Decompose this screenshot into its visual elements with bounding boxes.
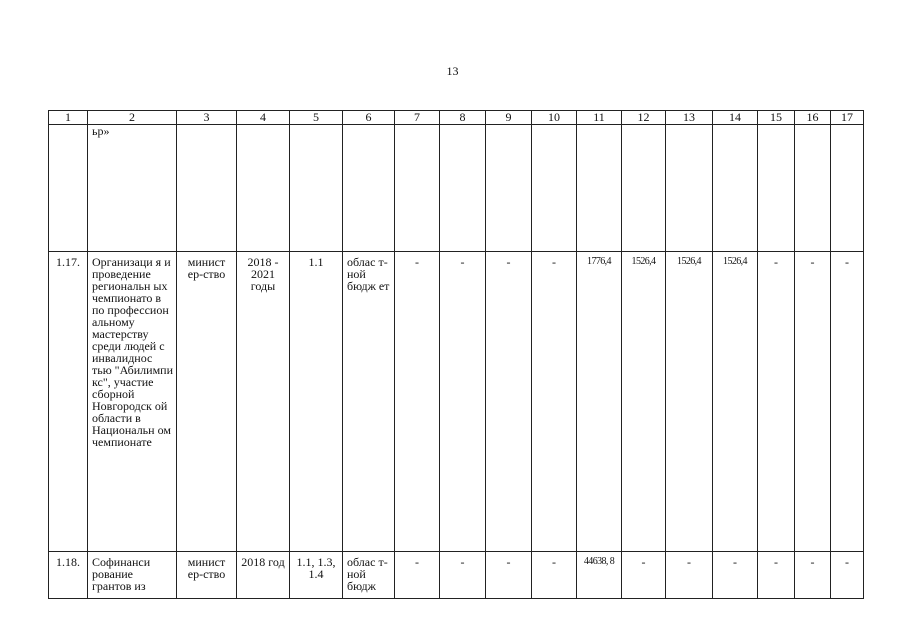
header-cell-16: 16 xyxy=(795,111,831,125)
value-cell: - xyxy=(758,552,795,599)
header-cell-2: 2 xyxy=(88,111,177,125)
funding-source-cell: облас т-ной бюдж ет xyxy=(343,252,395,552)
executor-cell: минист ер-ство xyxy=(177,552,237,599)
value-cell: 1776,4 xyxy=(577,252,622,552)
header-cell-4: 4 xyxy=(237,111,290,125)
budget-table xyxy=(48,110,864,599)
value-cell xyxy=(831,125,864,252)
header-cell-5: 5 xyxy=(290,111,343,125)
value-cell: - xyxy=(440,252,486,552)
target-cell: 1.1, 1.3, 1.4 xyxy=(290,552,343,599)
value-cell: - xyxy=(486,552,532,599)
value-cell: - xyxy=(532,252,577,552)
header-cell-8: 8 xyxy=(440,111,486,125)
funding-source-cell xyxy=(343,125,395,252)
table-row xyxy=(49,552,864,599)
value-cell xyxy=(795,125,831,252)
header-cell-15: 15 xyxy=(758,111,795,125)
value-cell: - xyxy=(395,552,440,599)
header-cell-13: 13 xyxy=(666,111,713,125)
page-number: 13 xyxy=(446,64,459,78)
target-cell xyxy=(290,125,343,252)
value-cell: - xyxy=(622,552,666,599)
value-cell: 1526,4 xyxy=(713,252,758,552)
executor-cell: минист ер-ство xyxy=(177,252,237,552)
value-cell xyxy=(440,125,486,252)
activity-name-cell: Организаци я и проведение региональн ых чемпионато в по профессион альному мастерству среди людей с инвалиднос тью "Абилимпи кс", участие сборной Новгородск ой области в Национальн ом чемпионате xyxy=(88,252,177,552)
value-cell: - xyxy=(395,252,440,552)
header-cell-9: 9 xyxy=(486,111,532,125)
header-cell-12: 12 xyxy=(622,111,666,125)
header-cell-17: 17 xyxy=(831,111,864,125)
value-cell: - xyxy=(713,552,758,599)
header-row xyxy=(49,111,864,125)
row-number-cell: 1.18. xyxy=(49,552,88,599)
value-cell xyxy=(622,125,666,252)
funding-source-cell: облас т-ной бюдж xyxy=(343,552,395,599)
value-cell: - xyxy=(486,252,532,552)
header-cell-1: 1 xyxy=(49,111,88,125)
table-row xyxy=(49,252,864,552)
value-cell: - xyxy=(795,552,831,599)
value-cell xyxy=(532,125,577,252)
value-cell: 1526,4 xyxy=(622,252,666,552)
value-cell: - xyxy=(831,552,864,599)
value-cell: - xyxy=(532,552,577,599)
executor-cell xyxy=(177,125,237,252)
value-cell: 44638, 8 xyxy=(577,552,622,599)
value-cell: - xyxy=(795,252,831,552)
value-cell xyxy=(395,125,440,252)
value-cell: - xyxy=(666,552,713,599)
value-cell xyxy=(713,125,758,252)
header-cell-3: 3 xyxy=(177,111,237,125)
target-cell: 1.1 xyxy=(290,252,343,552)
header-cell-14: 14 xyxy=(713,111,758,125)
value-cell xyxy=(666,125,713,252)
header-cell-6: 6 xyxy=(343,111,395,125)
table-row xyxy=(49,125,864,252)
header-cell-7: 7 xyxy=(395,111,440,125)
period-cell: 2018 год xyxy=(237,552,290,599)
header-cell-10: 10 xyxy=(532,111,577,125)
period-cell xyxy=(237,125,290,252)
period-cell: 2018 - 2021 годы xyxy=(237,252,290,552)
value-cell: 1526,4 xyxy=(666,252,713,552)
activity-name-cell: Софинанси рование грантов из xyxy=(88,552,177,599)
header-cell-11: 11 xyxy=(577,111,622,125)
value-cell: - xyxy=(831,252,864,552)
value-cell xyxy=(486,125,532,252)
value-cell xyxy=(758,125,795,252)
row-number-cell xyxy=(49,125,88,252)
value-cell: - xyxy=(758,252,795,552)
activity-name-cell: ьр» xyxy=(88,125,177,252)
row-number-cell: 1.17. xyxy=(49,252,88,552)
value-cell: - xyxy=(440,552,486,599)
value-cell xyxy=(577,125,622,252)
